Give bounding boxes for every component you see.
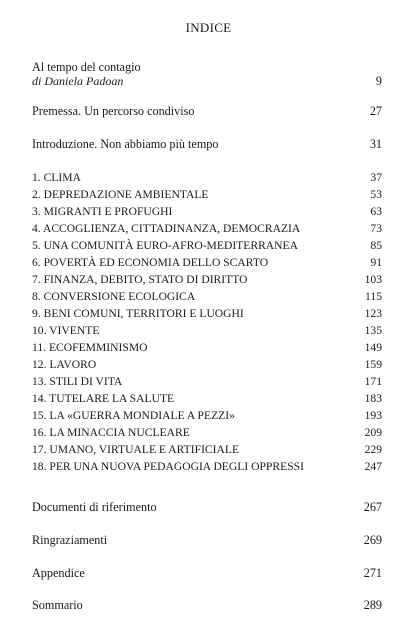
toc-entry-sommario <box>32 598 382 612</box>
chapter-page: 159 <box>364 358 382 371</box>
toc-entry-page: 27 <box>369 104 382 118</box>
chapter-label: 13. STILI DI VITA <box>32 375 123 388</box>
chapter-page: 171 <box>364 375 382 388</box>
chapter-page: 63 <box>370 205 382 218</box>
chapter-item <box>32 358 382 372</box>
chapter-item <box>32 171 382 185</box>
chapter-item <box>32 375 382 389</box>
chapter-page: 91 <box>370 256 382 269</box>
chapter-label: 1. CLIMA <box>32 171 81 184</box>
chapter-label: 14. TUTELARE LA SALUTE <box>32 392 175 405</box>
toc-entry-label: Al tempo del contagio <box>32 60 141 74</box>
chapter-item <box>32 443 382 457</box>
toc-entry-author: di Daniela Padoan <box>32 74 124 88</box>
chapter-page: 53 <box>370 188 382 201</box>
toc-entry-label: Sommario <box>32 598 83 612</box>
chapter-label: 11. ECOFEMMINISMO <box>32 341 148 354</box>
chapter-page: 85 <box>370 239 382 252</box>
chapter-item <box>32 426 382 440</box>
chapter-item <box>32 409 382 423</box>
chapter-label: 7. FINANZA, DEBITO, STATO DI DIRITTO <box>32 273 248 286</box>
chapter-page: 115 <box>365 290 382 303</box>
toc-entry-page: 289 <box>363 598 382 612</box>
chapter-page: 247 <box>364 460 382 473</box>
toc-entry-documenti <box>32 500 382 514</box>
chapter-item <box>32 460 382 474</box>
chapter-item <box>32 324 382 338</box>
toc-entry-page: 31 <box>369 137 382 151</box>
chapter-page: 123 <box>364 307 382 320</box>
chapter-label: 5. UNA COMUNITÀ EURO-AFRO-MEDITERRANEA <box>32 239 299 252</box>
chapter-label: 4. ACCOGLIENZA, CITTADINANZA, DEMOCRAZIA <box>32 222 301 235</box>
toc-entry-label: Introduzione. Non abbiamo più tempo <box>32 137 219 151</box>
chapter-item <box>32 222 382 236</box>
chapter-page: 149 <box>364 341 382 354</box>
toc-entry-introduzione <box>32 137 382 151</box>
chapter-label: 15. LA «GUERRA MONDIALE A PEZZI» <box>32 409 235 422</box>
chapter-label: 9. BENI COMUNI, TERRITORI E LUOGHI <box>32 307 244 320</box>
toc-entry-page: 9 <box>375 74 382 88</box>
chapter-page: 183 <box>364 392 382 405</box>
toc-entry-premessa <box>32 104 382 118</box>
chapter-page: 73 <box>370 222 382 235</box>
chapter-page: 37 <box>370 171 382 184</box>
chapter-label: 18. PER UNA NUOVA PEDAGOGIA DEGLI OPPRESSI <box>32 460 304 473</box>
chapter-label: 8. CONVERSIONE ECOLOGICA <box>32 290 196 303</box>
chapter-item <box>32 205 382 219</box>
toc-entry-page: 271 <box>363 566 382 580</box>
chapter-item <box>32 188 382 202</box>
chapter-page: 135 <box>364 324 382 337</box>
toc-entry-appendice <box>32 566 382 580</box>
page-title: INDICE <box>185 20 232 35</box>
chapter-item <box>32 273 382 287</box>
chapter-label: 16. LA MINACCIA NUCLEARE <box>32 426 190 439</box>
toc-entry-contagio <box>32 60 382 88</box>
chapter-label: 10. VIVENTE <box>32 324 100 337</box>
chapter-item <box>32 239 382 253</box>
toc-entry-ringraziamenti <box>32 533 382 547</box>
toc-entry-page: 269 <box>363 533 382 547</box>
toc-entry-label: Ringraziamenti <box>32 533 108 547</box>
chapter-label: 17. UMANO, VIRTUALE E ARTIFICIALE <box>32 443 240 456</box>
chapter-label: 3. MIGRANTI E PROFUGHI <box>32 205 173 218</box>
chapter-item <box>32 256 382 270</box>
toc-entry-label: Premessa. Un percorso condiviso <box>32 104 195 118</box>
chapter-item <box>32 341 382 355</box>
toc-entry-page: 267 <box>363 500 382 514</box>
chapter-item <box>32 290 382 304</box>
chapter-page: 229 <box>364 443 382 456</box>
chapter-page: 193 <box>364 409 382 422</box>
chapter-page: 103 <box>364 273 382 286</box>
toc-entry-label: Documenti di riferimento <box>32 500 157 514</box>
chapter-label: 12. LAVORO <box>32 358 97 371</box>
chapter-item <box>32 392 382 406</box>
chapter-page: 209 <box>364 426 382 439</box>
toc-entry-label: Appendice <box>32 566 85 580</box>
chapter-label: 6. POVERTÀ ED ECONOMIA DELLO SCARTO <box>32 256 269 269</box>
chapter-label: 2. DEPREDAZIONE AMBIENTALE <box>32 188 209 201</box>
chapter-item <box>32 307 382 321</box>
